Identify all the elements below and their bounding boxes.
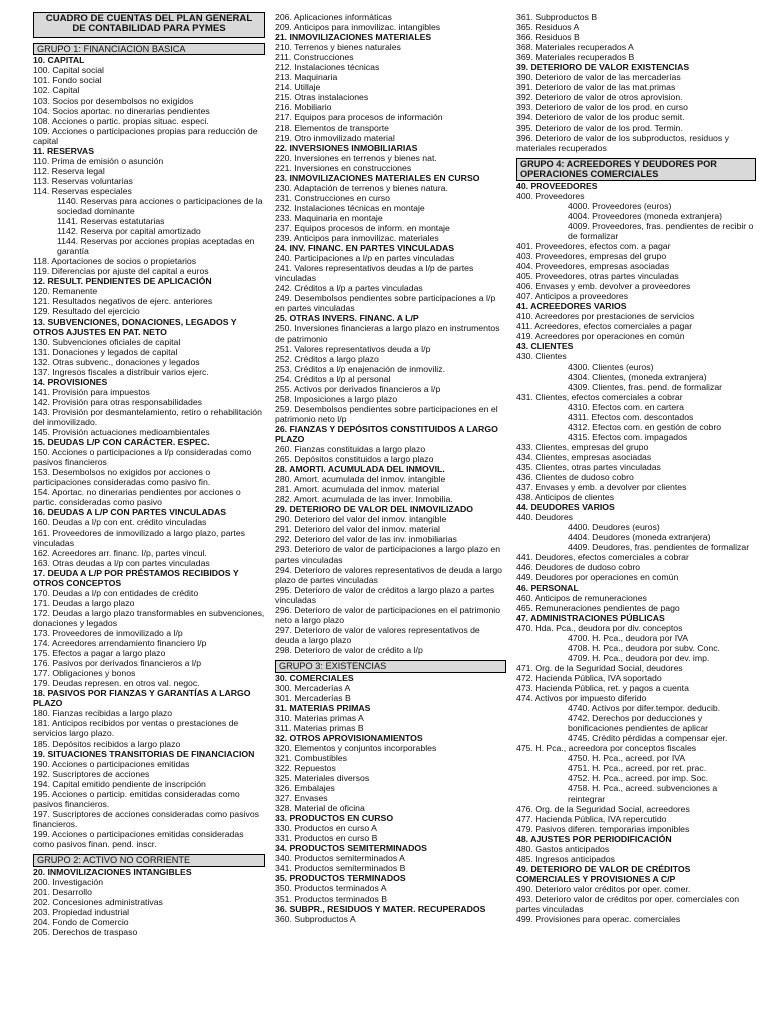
subgroup-heading: 49. DETERIORO DE VALOR DE CRÉDITOS COMERCIALES Y PROVISIONES A C/P — [516, 863, 693, 884]
account-item: 213. Maquinaria — [275, 72, 338, 83]
account-item: 215. Otras instalaciones — [275, 92, 369, 103]
subgroup-heading: 19. SITUACIONES TRANSITORIAS DE FINANCIACION — [33, 748, 255, 759]
account-subitem: 4304. Clientes, (moneda extranjera) — [568, 371, 707, 382]
account-item: 150. Acciones o participaciones a l/p consideradas como pasivos financieros — [33, 447, 254, 468]
account-item: 280. Amort. acumulada del inmov. intangible — [275, 474, 446, 485]
subgroup-heading: 34. PRODUCTOS SEMITERMINADOS — [275, 843, 427, 854]
account-item: 210. Terrenos y bienes naturales — [275, 42, 401, 53]
subgroup-heading: 41. ACREEDORES VARIOS — [516, 301, 627, 312]
account-item: 300. Mercaderías A — [275, 682, 351, 693]
account-item: 441. Deudores, efectos comerciales a cobrar — [516, 552, 689, 563]
account-item: 176. Pasivos por derivados financieros a l/p — [33, 658, 202, 669]
group-header: GRUPO 4: ACREEDORES Y DEUDORES POR OPERACIONES COMERCIALES — [516, 158, 756, 181]
account-item: 436. Clientes de dudoso cobro — [516, 472, 634, 483]
account-item: 401. Proveedores, efectos com. a pagar — [516, 240, 671, 251]
account-item: 434. Clientes, empresas asociadas — [516, 451, 652, 462]
account-item: 331. Productos en curso B — [275, 833, 378, 844]
account-subitem: 4400. Deudores (euros) — [568, 522, 660, 533]
subgroup-heading: 30. COMERCIALES — [275, 672, 354, 683]
account-item: 480. Gastos anticipados — [516, 843, 610, 854]
subgroup-heading: 35. PRODUCTOS TERMINADOS — [275, 873, 406, 884]
account-item: 311. Materias primas B — [275, 722, 364, 733]
account-item: 326. Embalajes — [275, 783, 335, 794]
account-item: 470. Hda. Pca., deudora por div. conceptos — [516, 622, 683, 633]
account-item: 160. Deudas a l/p con ent. crédito vinculadas — [33, 517, 207, 528]
account-item: 233. Maquinaria en montaje — [275, 212, 383, 223]
account-subitem: 4750. H. Pca., acreed. por IVA — [568, 753, 686, 764]
subgroup-heading: 31. MATERIAS PRIMAS — [275, 702, 371, 713]
account-item: 460. Anticipos de remuneraciones — [516, 592, 647, 603]
account-item: 231. Construcciones en curso — [275, 192, 390, 203]
subgroup-heading: 21. INMOVILIZACIONES MATERIALES — [275, 32, 432, 43]
account-item: 237. Equipos procesos de inform. en montaje — [275, 222, 450, 233]
account-item: 114. Reservas especiales — [33, 185, 132, 196]
account-item: 190. Acciones o participaciones emitidas — [33, 758, 190, 769]
account-item: 369. Materiales recuperados B — [516, 52, 635, 63]
account-item: 259. Desembolsos pendientes sobre participaciones en el patrimonio neto l/p — [275, 403, 501, 424]
subgroup-heading: 17. DEUDA A L/P POR PRÉSTAMOS RECIBIDOS Y OTROS CONCEPTOS — [33, 567, 241, 588]
account-item: 216. Mobiliario — [275, 102, 332, 113]
subgroup-heading: 12. RESULT. PENDIENTES DE APLICACIÓN — [33, 276, 212, 287]
account-item: 327. Envases — [275, 793, 328, 804]
account-item: 406. Envases y emb. devolver a proveedores — [516, 281, 691, 292]
account-item: 477. Hacienda Pública, IVA repercutido — [516, 813, 667, 824]
account-item: 185. Depósitos recibidos a largo plazo — [33, 738, 181, 749]
account-subitem: 4300. Clientes (euros) — [568, 361, 654, 372]
account-item: 361. Subproductos B — [516, 12, 598, 22]
account-subitem: 4009. Proveedores, fras. pendientes de recibir o de formalizar — [568, 220, 756, 241]
account-item: 153. Desembolsos no exigidos por acciones o participaciones consideradas como pasivo fin. — [33, 467, 213, 488]
account-item: 465. Remuneraciones pendientes de pago — [516, 602, 680, 613]
account-item: 103. Socios por desembolsos no exigidos — [33, 95, 194, 106]
account-item: 400. Proveedores — [516, 190, 585, 201]
account-item: 490. Deterioro valor créditos por oper. comer. — [516, 883, 691, 894]
subgroup-heading: 28. AMORTI. ACUMULADA DEL INMOVIL. — [275, 464, 445, 475]
account-item: 404. Proveedores, empresas asociadas — [516, 261, 670, 272]
account-item: 181. Anticipos recibidos por ventas o prestaciones de servicios largo plazo. — [33, 718, 241, 739]
account-subitem: 4709. H. Pca., deudora por dev. imp. — [568, 652, 710, 663]
account-item: 192. Suscriptores de acciones — [33, 768, 150, 779]
account-item: 232. Instalaciones técnicas en montaje — [275, 202, 425, 213]
account-item: 325. Materiales diversos — [275, 772, 370, 783]
subgroup-heading: 44. DEUDORES VARIOS — [516, 502, 615, 513]
account-item: 290. Deterioro del valor del inmov. intangible — [275, 514, 447, 525]
account-subitem: 4409. Deudores, fras. pendientes de formalizar — [568, 542, 750, 553]
account-item: 251. Valores representativos deuda a l/p — [275, 343, 431, 354]
account-item: 218. Elementos de transporte — [275, 122, 389, 133]
account-item: 365. Residuos A — [516, 22, 580, 33]
account-item: 473. Hacienda Pública, ret. y pagos a cuenta — [516, 683, 689, 693]
account-item: 130. Subvenciones oficiales de capital — [33, 336, 181, 347]
account-item: 396. Deterioro de valor de los subproductos, residuos y materiales recuperados — [516, 132, 732, 153]
subgroup-heading: 32. OTROS APROVISIONAMIENTOS — [275, 732, 423, 743]
account-item: 163. Otras deudas a l/p con partes vinculadas — [33, 557, 210, 568]
account-item: 199. Acciones o participaciones emitidas consideradas como pasivos finan. pend. inscr. — [33, 828, 246, 849]
group-header: GRUPO 1: FINANCIACION BASICA — [33, 43, 265, 56]
account-item: 394. Deterioro de valor de los produc semit. — [516, 112, 685, 123]
account-item: 137. Ingresos fiscales a distribuir varios ejerc. — [33, 366, 209, 377]
account-item: 120. Remanente — [33, 286, 98, 297]
subgroup-heading: 33. PRODUCTOS EN CURSO — [275, 813, 394, 824]
account-item: 219. Otro inmovilizado material — [275, 132, 395, 143]
account-item: 131. Donaciones y legados de capital — [33, 346, 178, 357]
account-item: 419. Acreedores por operaciones en común — [516, 331, 685, 342]
subgroup-heading: 26. FIANZAS Y DEPÓSITOS CONSTITUIDOS A LARGO PLAZO — [275, 423, 501, 444]
account-item: 440. Deudores — [516, 512, 573, 523]
account-item: 330. Productos en curso A — [275, 823, 377, 834]
account-item: 292. Deterioro del valor de las inv. inmobiliarias — [275, 534, 457, 545]
account-item: 499. Provisiones para operac. comerciales — [516, 914, 681, 925]
account-item: 132. Otras subvenc., donaciones y legados — [33, 356, 200, 367]
account-item: 145. Provisión actuaciones medioambientales — [33, 427, 210, 438]
account-item: 121. Resultados negativos de ejerc. anteriores — [33, 296, 213, 307]
account-item: 101. Fondo social — [33, 75, 102, 86]
account-item: 260. Fianzas constituidas a largo plazo — [275, 444, 426, 455]
subgroup-heading: 13. SUBVENCIONES, DONACIONES, LEGADOS Y OTROS AJUSTES EN PAT. NETO — [33, 316, 239, 337]
account-item: 430. Clientes — [516, 351, 567, 362]
account-subitem: 4752. H. Pca., acreed. por imp. Soc. — [568, 773, 709, 784]
account-item: 411. Acreedores, efectos comerciales a pagar — [516, 321, 693, 332]
account-item: 255. Activos por derivados financieros a l/p — [275, 383, 441, 394]
account-item: 438. Anticipos de clientes — [516, 492, 615, 503]
account-item: 195. Acciones o particip. emitidas consideradas como pasivos financieros. — [33, 788, 243, 809]
subgroup-heading: 16. DEUDAS A L/P CON PARTES VINCULADAS — [33, 507, 227, 518]
account-item: 405. Proveedores, otras partes vinculadas — [516, 271, 679, 282]
account-subitem: 1142. Reserva por capital amortizado — [57, 226, 201, 237]
account-item: 161. Proveedores de inmovilizado a largo plazo, partes vinculadas — [33, 527, 248, 548]
account-item: 113. Reservas voluntarias — [33, 175, 133, 186]
account-item: 241. Valores representativos deudas a l/p de partes vinculadas — [275, 263, 476, 284]
account-item: 254. Créditos a l/p al personal — [275, 373, 391, 384]
account-item: 296. Deterioro de valor de participaciones en el patrimonio neto a largo plazo — [275, 604, 503, 625]
account-item: 162. Acreedores arr. financ. l/p, partes vincul. — [33, 547, 207, 558]
account-item: 320. Elementos y conjuntos incorporables — [275, 742, 437, 753]
account-item: 475. H. Pca., acreedora por conceptos fiscales — [516, 743, 697, 754]
account-subitem: 4004. Proveedores (moneda extranjera) — [568, 210, 723, 221]
subgroup-heading: 11. RESERVAS — [33, 145, 95, 156]
account-item: 217. Equipos para procesos de información — [275, 112, 443, 123]
account-item: 472. Hacienda Pública, IVA soportado — [516, 672, 662, 683]
account-item: 328. Material de oficina — [275, 803, 365, 814]
column-2 — [275, 12, 506, 924]
account-item: 493. Deterioro valor de créditos por oper. comerciales con partes vinculadas — [516, 893, 742, 915]
subgroup-heading: 18. PASIVOS POR FIANZAS Y GARANTÍAS A LARGO PLAZO — [33, 688, 253, 709]
column-1 — [33, 12, 265, 937]
account-item: 203. Propiedad industrial — [33, 906, 130, 917]
account-item: 109. Acciones o participaciones propias para reducción de capital — [33, 125, 260, 146]
account-item: 252. Créditos a largo plazo — [275, 353, 379, 364]
account-item: 230. Adaptación de terrenos y bienes natura. — [275, 182, 448, 193]
subgroup-heading: 43. CLIENTES — [516, 341, 574, 352]
account-item: 322. Repuestos — [275, 762, 336, 773]
column-3 — [516, 12, 756, 924]
account-item: 301. Mercaderías B — [275, 692, 351, 703]
subgroup-heading: 40. PROVEEDORES — [516, 180, 598, 191]
account-item: 471. Org. de la Seguridad Social, deudores — [516, 662, 683, 673]
account-subitem: 1141. Reservas estatutarias — [57, 216, 165, 227]
group-header: GRUPO 3: EXISTENCIAS — [275, 660, 506, 673]
account-item: 118. Aportaciones de socios o propietarios — [33, 256, 197, 267]
account-item: 395. Deterioro de valor de los prod. Termin. — [516, 122, 683, 133]
subgroup-heading: 23. INMOVILIZACIONES MATERIALES EN CURSO — [275, 172, 480, 183]
account-item: 205. Derechos de traspaso — [33, 926, 138, 937]
subgroup-heading: 20. INMOVILIZACIONES INTANGIBLES — [33, 866, 192, 877]
account-item: 202. Concesiones administrativas — [33, 896, 163, 907]
account-item: 391. Deterioro de valor de las mat.primas — [516, 82, 676, 93]
account-item: 173. Proveedores de inmovilizado a l/p — [33, 627, 183, 638]
account-item: 242. Créditos a l/p a partes vinculadas — [275, 283, 423, 294]
account-item: 206. Aplicaciones informáticas — [275, 12, 392, 22]
account-item: 112. Reserva legal — [33, 165, 105, 176]
account-item: 197. Suscriptores de acciones consideradas como pasivos financieros. — [33, 808, 262, 829]
account-item: 209. Anticipos para inmovilizac. intangibles — [275, 22, 441, 33]
account-item: 100. Capital social — [33, 65, 104, 76]
account-item: 433. Clientes, empresas del grupo — [516, 441, 649, 452]
account-item: 175. Efectos a pagar a largo plazo — [33, 648, 166, 659]
account-item: 221. Inversiones en construcciones — [275, 162, 412, 173]
account-item: 298. Deterioro de valor de crédito a l/p — [275, 644, 423, 655]
account-item: 368. Materiales recuperados A — [516, 42, 634, 53]
account-item: 102. Capital — [33, 85, 80, 96]
account-item: 250. Inversiones financieras a largo plazo en instrumentos de patrimonio — [275, 323, 502, 344]
account-item: 449. Deudores por operaciones en común — [516, 572, 679, 583]
account-item: 293. Deterioro de valor de participaciones a largo plazo en partes vinculadas — [275, 544, 503, 565]
account-item: 392. Deterioro de valor de otros aprovision. — [516, 92, 683, 103]
account-item: 142. Provisión para otras responsabilidades — [33, 396, 203, 407]
group-header: GRUPO 2: ACTIVO NO CORRIENTE — [33, 854, 265, 867]
account-subitem: 4742. Derechos por deducciones y bonificaciones pendientes de aplicar — [568, 713, 709, 734]
subgroup-heading: 22. INVERSIONES INMOBILIARIAS — [275, 142, 418, 153]
account-item: 249. Desembolsos pendientes sobre participaciones a l/p en partes vinculadas — [275, 293, 498, 314]
account-item: 479. Pasivos diferen. temporarias imponibles — [516, 823, 690, 834]
account-subitem: 4751. H. Pca., acreed. por ret. prac. — [568, 763, 707, 774]
document-title: CUADRO DE CUENTAS DEL PLAN GENERAL DE CONTABILIDAD PARA PYMES — [33, 12, 265, 38]
subgroup-heading: 10. CAPITAL — [33, 55, 85, 66]
subgroup-heading: 48. AJUSTES POR PERIODIFICACIÓN — [516, 833, 672, 844]
account-item: 180. Fianzas recibidas a largo plazo — [33, 708, 173, 719]
account-subitem: 4311. Efectos com. descontados — [568, 411, 694, 422]
account-item: 174. Acreedores arrendamiento financiero l/p — [33, 638, 207, 649]
subgroup-heading: 24. INV. FINANC. EN PARTES VINCULADAS — [275, 243, 455, 254]
account-item: 143. Provisión por desmantelamiento, retiro o rehabilitación del inmovilizado. — [33, 406, 265, 427]
account-item: 200. Investigación — [33, 876, 104, 887]
account-subitem: 4758. H. Pca., acreed. subvenciones a reintegrar — [568, 783, 720, 804]
account-subitem: 4700. H. Pca., deudora por IVA — [568, 632, 689, 643]
account-subitem: 4315. Efectos com. impagados — [568, 431, 688, 442]
account-item: 485. Ingresos anticipados — [516, 853, 616, 864]
account-item: 431. Clientes, efectos comerciales a cobrar — [516, 391, 683, 402]
account-item: 295. Deterioro de valor de créditos a largo plazo a partes vinculadas — [275, 584, 497, 605]
account-item: 351. Productos terminados B — [275, 893, 388, 904]
account-item: 474. Activos por impuesto diferido — [516, 693, 647, 704]
account-item: 294. Deterioro de valores representativos de deuda a largo plazo de partes vinculadas — [275, 564, 505, 585]
account-item: 194. Capital emitido pendiente de inscripción — [33, 778, 206, 789]
subgroup-heading: 47. ADMINISTRACIONES PÚBLICAS — [516, 612, 665, 623]
account-item: 340. Productos semiterminados A — [275, 853, 405, 864]
account-item: 390. Deterioro de valor de las mercaderías — [516, 72, 681, 83]
account-subitem: 1144. Reservas por acciones propias aceptadas en garantía — [57, 236, 257, 257]
account-subitem: 4708. H. Pca., deudora por subv. Conc. — [568, 642, 720, 653]
account-item: 310. Materias primas A — [275, 712, 364, 723]
account-item: 437. Envases y emb. a devolver por clientes — [516, 482, 687, 493]
account-item: 476. Org. de la Seguridad Social, acreedores — [516, 803, 690, 814]
account-item: 239. Anticipos para inmovilizac. materiales — [275, 233, 439, 244]
account-item: 211. Construcciones — [275, 52, 354, 63]
account-item: 366. Residuos B — [516, 32, 580, 43]
account-item: 141. Provisión para impuestos — [33, 386, 150, 397]
account-item: 214. Utillaje — [275, 82, 321, 93]
account-subitem: 4745. Crédito pérdidas a compensar ejer. — [568, 733, 728, 744]
account-item: 240. Participaciones a l/p en partes vinculadas — [275, 253, 455, 264]
account-item: 154. Aportac. no dinerarias pendientes por acciones o partic. consideradas como pasivo — [33, 487, 244, 508]
account-item: 204. Fondo de Comercio — [33, 916, 129, 927]
account-item: 110. Prima de emisión o asunción — [33, 155, 164, 166]
account-item: 341. Productos semiterminados B — [275, 863, 406, 874]
account-item: 177. Obligaciones y bonos — [33, 668, 136, 679]
account-item: 108. Acciones o partic. propias situac. especi. — [33, 115, 209, 126]
account-item: 201. Desarrollo — [33, 886, 92, 897]
account-item: 253. Créditos a l/p enajenación de inmoviliz. — [275, 363, 445, 374]
account-item: 170. Deudas a l/p con entidades de crédito — [33, 587, 199, 598]
subgroup-heading: 39. DETERIORO DE VALOR EXISTENCIAS — [516, 62, 690, 73]
account-item: 282. Amort. acumulada de las inver. Inmobilia. — [275, 494, 453, 505]
account-item: 446. Deudores de dudoso cobro — [516, 562, 641, 573]
account-item: 104. Socios aportac. no dinerarias pendientes — [33, 105, 210, 116]
account-subitem: 1140. Reservas para acciones o participaciones de la sociedad dominante — [57, 195, 265, 217]
account-subitem: 4000. Proveedores (euros) — [568, 200, 672, 211]
account-subitem: 4309. Clientes, fras. pend. de formalizar — [568, 381, 723, 392]
subgroup-heading: 46. PERSONAL — [516, 582, 579, 593]
account-item: 179. Deudas represen. en otros val. negoc. — [33, 678, 200, 689]
account-item: 410. Acreedores por prestaciones de servicios — [516, 311, 695, 322]
account-item: 212. Instalaciones técnicas — [275, 62, 380, 73]
subgroup-heading: 14. PROVISIONES — [33, 376, 108, 387]
account-item: 393. Deterioro de valor de los prod. en curso — [516, 102, 688, 113]
account-item: 281. Amort. acumulada del inmov. material — [275, 484, 440, 495]
account-item: 119. Diferencias por ajuste del capital a euros — [33, 266, 209, 277]
account-item: 321. Combustibles — [275, 752, 347, 763]
account-item: 291. Deterioro del valor del inmov. material — [275, 524, 440, 535]
account-item: 220. Inversiones en terrenos y bienes nat. — [275, 152, 437, 163]
subgroup-heading: 25. OTRAS INVERS. FINANC. A L/P — [275, 313, 419, 324]
subgroup-heading: 36. SUBPR., RESIDUOS Y MATER. RECUPERADOS — [275, 903, 486, 914]
account-subitem: 4310. Efectos com. en cartera — [568, 401, 684, 412]
account-item: 350. Productos terminados A — [275, 883, 387, 894]
account-item: 171. Deudas a largo plazo — [33, 597, 135, 608]
account-item: 258. Imposiciones a largo plazo — [275, 393, 398, 404]
subgroup-heading: 29. DETERIORO DE VALOR DEL INMOVILIZADO — [275, 504, 474, 515]
account-subitem: 4740. Activos por difer.tempor. deducib. — [568, 703, 721, 714]
account-item: 435. Clientes, otras partes vinculadas — [516, 461, 661, 472]
account-item: 172. Deudas a largo plazo transformables en subvenciones, donaciones y legados — [33, 607, 267, 628]
account-item: 297. Deterioro de valor de valores representativos de deuda a largo plazo — [275, 624, 483, 645]
account-item: 265. Depósitos constituidos a largo plazo — [275, 454, 434, 465]
account-item: 407. Anticipos a proveedores — [516, 291, 629, 302]
account-subitem: 4404. Deudores (moneda extranjera) — [568, 532, 711, 543]
account-subitem: 4312. Efectos com. en gestión de cobro — [568, 421, 722, 432]
account-item: 360. Subproductos A — [275, 913, 356, 924]
account-item: 403. Proveedores, empresas del grupo — [516, 250, 667, 261]
subgroup-heading: 15. DEUDAS L/P CON CARÁCTER. ESPEC. — [33, 437, 210, 448]
account-item: 129. Resultado del ejercicio — [33, 306, 140, 317]
